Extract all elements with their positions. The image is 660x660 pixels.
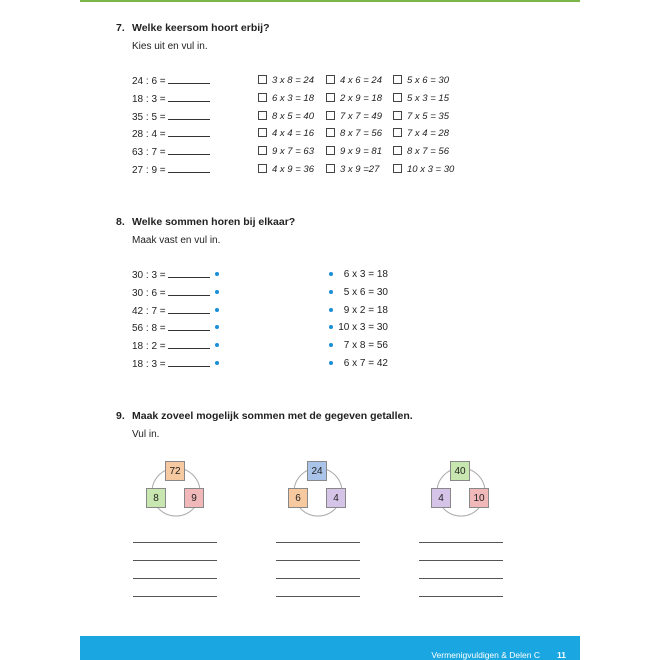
answer-line[interactable] bbox=[276, 595, 360, 597]
footer-title: Vermenigvuldigen & Delen C bbox=[431, 650, 540, 660]
match-dot[interactable] bbox=[215, 361, 219, 365]
q9-number: 9. bbox=[116, 410, 125, 422]
answer-line[interactable] bbox=[168, 164, 210, 173]
q7-equation: 28 : 4 = bbox=[132, 128, 210, 140]
q9-title: Maak zoveel mogelijk sommen met de gegeven getallen. bbox=[132, 410, 413, 422]
answer-line[interactable] bbox=[168, 322, 210, 331]
q7-option: 8 x 7 = 56 bbox=[340, 128, 382, 139]
left-number-box: 6 bbox=[288, 488, 308, 508]
match-dot[interactable] bbox=[215, 308, 219, 312]
q7-option: 2 x 9 = 18 bbox=[340, 93, 382, 104]
checkbox[interactable] bbox=[326, 128, 335, 137]
q8-number: 8. bbox=[116, 216, 125, 228]
footer-bar bbox=[80, 636, 580, 660]
answer-line[interactable] bbox=[276, 577, 360, 579]
answer-line[interactable] bbox=[276, 559, 360, 561]
checkbox[interactable] bbox=[326, 164, 335, 173]
q7-option: 4 x 9 = 36 bbox=[272, 164, 314, 175]
answer-line[interactable] bbox=[168, 287, 210, 296]
q8-right-equation: 6 x 7 = 42 bbox=[343, 358, 388, 369]
q7-equation: 18 : 3 = bbox=[132, 93, 210, 105]
match-dot[interactable] bbox=[215, 290, 219, 294]
checkbox[interactable] bbox=[326, 146, 335, 155]
checkbox[interactable] bbox=[393, 111, 402, 120]
q7-option: 8 x 7 = 56 bbox=[407, 146, 449, 157]
q8-right-equation: 9 x 2 = 18 bbox=[343, 305, 388, 316]
q7-equation: 27 : 9 = bbox=[132, 164, 210, 176]
q7-option: 4 x 6 = 24 bbox=[340, 75, 382, 86]
checkbox[interactable] bbox=[326, 111, 335, 120]
q8-instruction: Maak vast en vul in. bbox=[132, 235, 221, 246]
q7-option: 3 x 8 = 24 bbox=[272, 75, 314, 86]
q7-option: 10 x 3 = 30 bbox=[407, 164, 455, 175]
q7-option: 9 x 9 = 81 bbox=[340, 146, 382, 157]
q8-left-equation: 30 : 6 = bbox=[132, 287, 210, 299]
q7-option: 7 x 7 = 49 bbox=[340, 111, 382, 122]
q7-instruction: Kies uit en vul in. bbox=[132, 41, 208, 52]
top-number-box: 40 bbox=[450, 461, 470, 481]
q7-option: 6 x 3 = 18 bbox=[272, 93, 314, 104]
q7-option: 3 x 9 =27 bbox=[340, 164, 380, 175]
answer-line[interactable] bbox=[419, 541, 503, 543]
checkbox[interactable] bbox=[258, 146, 267, 155]
answer-line[interactable] bbox=[276, 541, 360, 543]
q7-option: 5 x 3 = 15 bbox=[407, 93, 449, 104]
checkbox[interactable] bbox=[393, 146, 402, 155]
q7-option: 5 x 6 = 30 bbox=[407, 75, 449, 86]
left-number-box: 8 bbox=[146, 488, 166, 508]
q8-right-equation: 5 x 6 = 30 bbox=[343, 287, 388, 298]
q7-option: 7 x 4 = 28 bbox=[407, 128, 449, 139]
answer-line[interactable] bbox=[133, 595, 217, 597]
answer-line[interactable] bbox=[168, 146, 210, 155]
match-dot[interactable] bbox=[215, 325, 219, 329]
answer-line[interactable] bbox=[168, 111, 210, 120]
answer-line[interactable] bbox=[419, 595, 503, 597]
q9-instruction: Vul in. bbox=[132, 429, 160, 440]
answer-line[interactable] bbox=[168, 305, 210, 314]
q8-right-equation: 7 x 8 = 56 bbox=[343, 340, 388, 351]
q8-left-equation: 18 : 3 = bbox=[132, 358, 210, 370]
q7-option: 9 x 7 = 63 bbox=[272, 146, 314, 157]
q8-left-equation: 56 : 8 = bbox=[132, 322, 210, 334]
q8-right-equation: 10 x 3 = 30 bbox=[338, 322, 388, 333]
page-number: 11 bbox=[557, 650, 566, 660]
q8-left-equation: 42 : 7 = bbox=[132, 305, 210, 317]
answer-line[interactable] bbox=[133, 559, 217, 561]
top-number-box: 72 bbox=[165, 461, 185, 481]
checkbox[interactable] bbox=[393, 93, 402, 102]
checkbox[interactable] bbox=[326, 75, 335, 84]
q7-equation: 24 : 6 = bbox=[132, 75, 210, 87]
right-number-box: 9 bbox=[184, 488, 204, 508]
answer-line[interactable] bbox=[168, 128, 210, 137]
answer-line[interactable] bbox=[168, 93, 210, 102]
q7-title: Welke keersom hoort erbij? bbox=[132, 22, 270, 34]
left-number-box: 4 bbox=[431, 488, 451, 508]
q7-option: 7 x 5 = 35 bbox=[407, 111, 449, 122]
match-dot[interactable] bbox=[215, 343, 219, 347]
checkbox[interactable] bbox=[258, 164, 267, 173]
q8-left-equation: 18 : 2 = bbox=[132, 340, 210, 352]
checkbox[interactable] bbox=[393, 164, 402, 173]
q7-equation: 63 : 7 = bbox=[132, 146, 210, 158]
checkbox[interactable] bbox=[326, 93, 335, 102]
right-number-box: 4 bbox=[326, 488, 346, 508]
top-number-box: 24 bbox=[307, 461, 327, 481]
checkbox[interactable] bbox=[393, 128, 402, 137]
answer-line[interactable] bbox=[419, 559, 503, 561]
checkbox[interactable] bbox=[258, 111, 267, 120]
checkbox[interactable] bbox=[258, 93, 267, 102]
q8-right-equation: 6 x 3 = 18 bbox=[343, 269, 388, 280]
answer-line[interactable] bbox=[419, 577, 503, 579]
match-dot[interactable] bbox=[215, 272, 219, 276]
right-number-box: 10 bbox=[469, 488, 489, 508]
checkbox[interactable] bbox=[258, 128, 267, 137]
answer-line[interactable] bbox=[168, 75, 210, 84]
answer-line[interactable] bbox=[168, 340, 210, 349]
checkbox[interactable] bbox=[393, 75, 402, 84]
answer-line[interactable] bbox=[168, 358, 210, 367]
checkbox[interactable] bbox=[258, 75, 267, 84]
q7-option: 8 x 5 = 40 bbox=[272, 111, 314, 122]
q8-left-equation: 30 : 3 = bbox=[132, 269, 210, 281]
q7-number: 7. bbox=[116, 22, 125, 34]
q7-equation: 35 : 5 = bbox=[132, 111, 210, 123]
top-rule bbox=[80, 0, 580, 2]
answer-line[interactable] bbox=[168, 269, 210, 278]
q8-title: Welke sommen horen bij elkaar? bbox=[132, 216, 296, 228]
q7-option: 4 x 4 = 16 bbox=[272, 128, 314, 139]
answer-line[interactable] bbox=[133, 577, 217, 579]
answer-line[interactable] bbox=[133, 541, 217, 543]
